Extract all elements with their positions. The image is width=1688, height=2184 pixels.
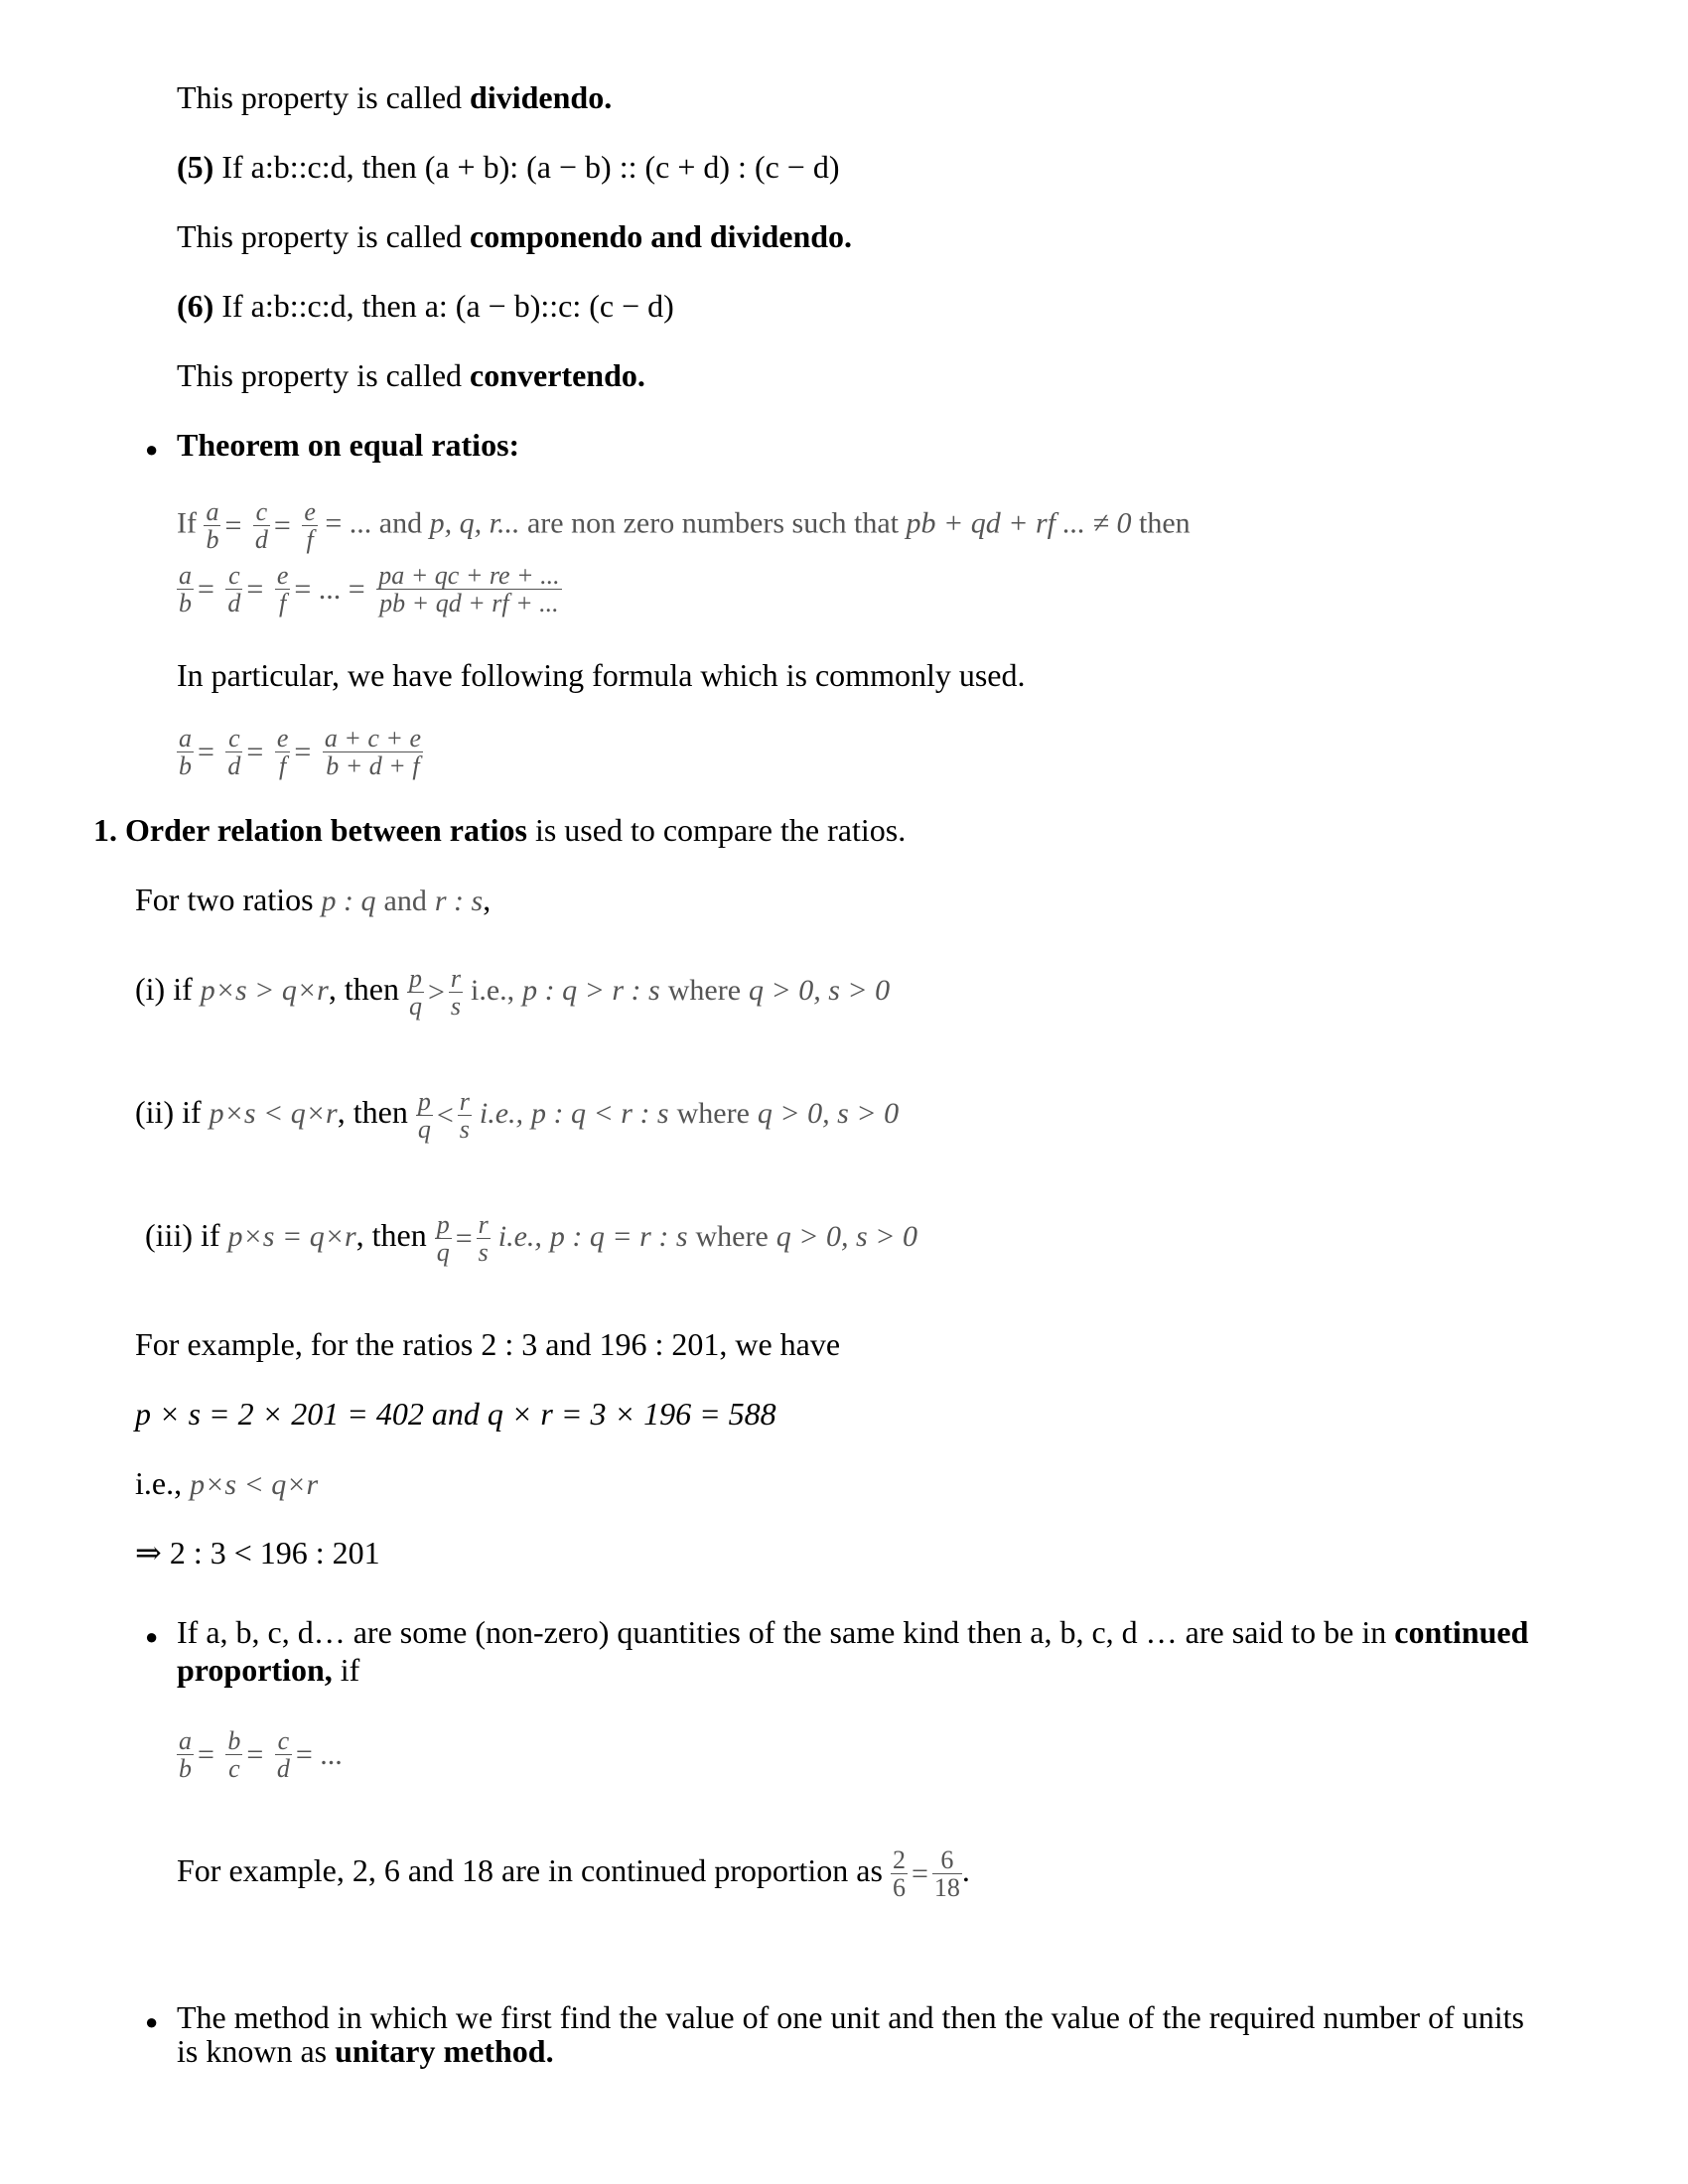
text: if [332, 1652, 360, 1688]
text: For two ratios [135, 882, 314, 917]
particular-text [177, 657, 1026, 694]
text: then [1138, 506, 1191, 540]
example-result [135, 1535, 380, 1571]
term-continued: continued [1394, 1614, 1529, 1650]
text: If a, b, c, d… are some (non-zero) quantities of the same kind then a, b, c, d … are said to be in [177, 1614, 1395, 1650]
text: The method in which we first find the value of one unit and then the value of the required number of units [177, 1999, 1524, 2035]
condition: pb + qd + rf ... ≠ 0 [906, 506, 1132, 540]
continued-line-1 [177, 1614, 1528, 1651]
fraction-p-q: $\frac{p}{q}$ [436, 1210, 450, 1268]
text: where [667, 974, 742, 1008]
fraction-r-s: $\frac{r}{s}$ [450, 964, 461, 1022]
text: i.e., [479, 1097, 524, 1131]
fraction-r-s: $\frac{r}{s}$ [478, 1210, 489, 1268]
fraction-e-f: $\frac{e}{f}$ [304, 497, 316, 555]
list-number: 1. [93, 812, 117, 848]
positivity: q > 0, s > 0 [757, 1097, 900, 1131]
term-unitary-method: unitary method. [335, 2033, 554, 2069]
example-ie [135, 1465, 318, 1503]
condition: p×s > q×r [200, 974, 329, 1008]
case-1: (i) if p×s > q×r, then $\frac{p}{q}$ > $\frac{r}{s}$ i.e., p : q > r : s where q > 0, s > 0 [135, 964, 891, 1022]
fraction-c-d: $\frac{c}{d}$ [227, 561, 241, 618]
case-2: (ii) if p×s < q×r, then $\frac{p}{q}$ < $\frac{r}{s}$ i.e., p : q < r : s where q > 0, s > 0 [135, 1087, 900, 1145]
fraction-c-d: $\frac{c}{d}$ [227, 724, 241, 781]
relation: p : q > r : s [522, 974, 660, 1008]
text: is known as [177, 2033, 336, 2069]
fraction-weighted: $\frac{pa + qc + re + ...}{pb + qd + rf + ...}$ [378, 561, 560, 618]
case-label: (i) if [135, 971, 193, 1008]
term-dividendo: dividendo. [470, 79, 613, 115]
dividendo-line [177, 79, 612, 116]
property-5 [177, 149, 840, 186]
property-6 [177, 288, 674, 325]
text: where [695, 1220, 769, 1254]
property-number: (5) [177, 149, 214, 185]
convertendo-line [177, 357, 645, 394]
fraction-6-18: $\frac{6}{18}$ [933, 1845, 960, 1903]
fraction-a-b: $\frac{a}{b}$ [206, 497, 219, 555]
unitary-line-2 [177, 2033, 554, 2070]
text: For example, 2, 6 and 18 are in continued proportion as [177, 1852, 883, 1889]
text: For example, for the ratios 2 : 3 and 196 : 201, we have [135, 1326, 841, 1362]
theorem-heading [177, 427, 519, 464]
componendo-line [177, 218, 852, 255]
property-number: (6) [177, 288, 214, 324]
text: where [676, 1097, 750, 1131]
text: If [177, 506, 197, 540]
text: ⇒ 2 : 3 < 196 : 201 [135, 1535, 380, 1570]
term-componendo-dividendo: componendo and dividendo. [470, 218, 853, 254]
ratio-pq: p : q [321, 885, 376, 917]
text: i.e., [497, 1220, 542, 1254]
case-3: (iii) if p×s = q×r, then $\frac{p}{q}$ = $\frac{r}{s}$ i.e., p : q = r : s where q > 0, s > 0 [145, 1210, 917, 1268]
order-relation [93, 812, 906, 849]
theorem-line-1: If $\frac{a}{b}$ = $\frac{c}{d}$ = $\frac{e}{f}$ = ... and p, q, r... are non zero numbers such that pb + qd + rf ... ≠ 0 then [177, 497, 1191, 555]
continued-formula: $\frac{a}{b}$ = $\frac{b}{c}$ = $\frac{c}{d}$ = ... [179, 1726, 343, 1784]
text: This property is called [177, 79, 471, 115]
term-proportion: proportion, [177, 1652, 333, 1688]
text: , then [355, 1217, 427, 1254]
text: and [383, 885, 427, 917]
continued-line-2 [177, 1652, 359, 1689]
text: , then [337, 1094, 408, 1131]
fraction-e-f: $\frac{e}{f}$ [276, 724, 289, 781]
fraction-r-s: $\frac{r}{s}$ [459, 1087, 470, 1145]
text: In particular, we have following formula which is commonly used. [177, 657, 1026, 693]
two-ratios-line [135, 882, 491, 919]
case-label: (ii) if [135, 1094, 202, 1131]
text: = ... and [325, 506, 423, 540]
example-intro [135, 1326, 840, 1363]
case-label: (iii) if [145, 1217, 220, 1254]
text: p × s = 2 × 201 = 402 and q × r = 3 × 196 = 588 [135, 1396, 776, 1432]
unitary-line-1 [177, 1999, 1524, 2036]
fraction-2-6: $\frac{2}{6}$ [892, 1845, 906, 1903]
condition: p×s < q×r [209, 1097, 338, 1131]
property-text: If a:b::c:d, then a: (a − b)::c: (c − d) [213, 288, 674, 324]
fraction-a-b: $\frac{a}{b}$ [179, 1726, 192, 1784]
bullet-icon: ● [145, 2009, 159, 2034]
text: This property is called [177, 357, 471, 393]
fraction-c-d: $\frac{c}{d}$ [254, 497, 268, 555]
fraction-a-b: $\frac{a}{b}$ [179, 724, 192, 781]
particular-formula: $\frac{a}{b}$ = $\frac{c}{d}$ = $\frac{e}{f}$ = $\frac{a + c + e}{b + d + f}$ [179, 724, 421, 781]
bullet-icon: ● [145, 437, 159, 462]
fraction-p-q: $\frac{p}{q}$ [408, 964, 422, 1022]
fraction-e-f: $\frac{e}{f}$ [276, 561, 289, 618]
property-text: If a:b::c:d, then (a + b): (a − b) :: (c + d) : (c − d) [213, 149, 840, 185]
positivity: q > 0, s > 0 [775, 1220, 917, 1254]
relation: p : q = r : s [549, 1220, 688, 1254]
relation: p : q < r : s [531, 1097, 669, 1131]
theorem-line-2: $\frac{a}{b}$ = $\frac{c}{d}$ = $\frac{e}{f}$ = ... = $\frac{pa + qc + re + ...}{pb + qd + rf + ...}$ [179, 561, 560, 618]
term-convertendo: convertendo. [470, 357, 645, 393]
heading-text: Theorem on equal ratios: [177, 427, 520, 463]
positivity: q > 0, s > 0 [749, 974, 891, 1008]
text: , then [328, 971, 399, 1008]
expression: p×s < q×r [190, 1468, 319, 1501]
example-calc [135, 1396, 776, 1433]
ratio-rs: r : s [434, 885, 484, 917]
bullet-icon: ● [145, 1624, 159, 1649]
text: This property is called [177, 218, 471, 254]
fraction-p-q: $\frac{p}{q}$ [417, 1087, 431, 1145]
term-order-relation: Order relation between ratios [125, 812, 527, 848]
fraction-c-d: $\frac{c}{d}$ [276, 1726, 290, 1784]
vars: p, q, r... [429, 506, 520, 540]
text: is used to compare the ratios. [526, 812, 907, 848]
fraction-a-b: $\frac{a}{b}$ [179, 561, 192, 618]
condition: p×s = q×r [227, 1220, 356, 1254]
text: i.e., [470, 974, 515, 1008]
fraction-sum: $\frac{a + c + e}{b + d + f}$ [324, 724, 421, 781]
continued-example: For example, 2, 6 and 18 are in continued proportion as $\frac{2}{6}$ = $\frac{6}{18}$ . [177, 1845, 970, 1903]
text: are non zero numbers such that [526, 506, 900, 540]
text: , [483, 882, 492, 917]
text: i.e., [135, 1465, 183, 1501]
fraction-b-c: $\frac{b}{c}$ [227, 1726, 241, 1784]
